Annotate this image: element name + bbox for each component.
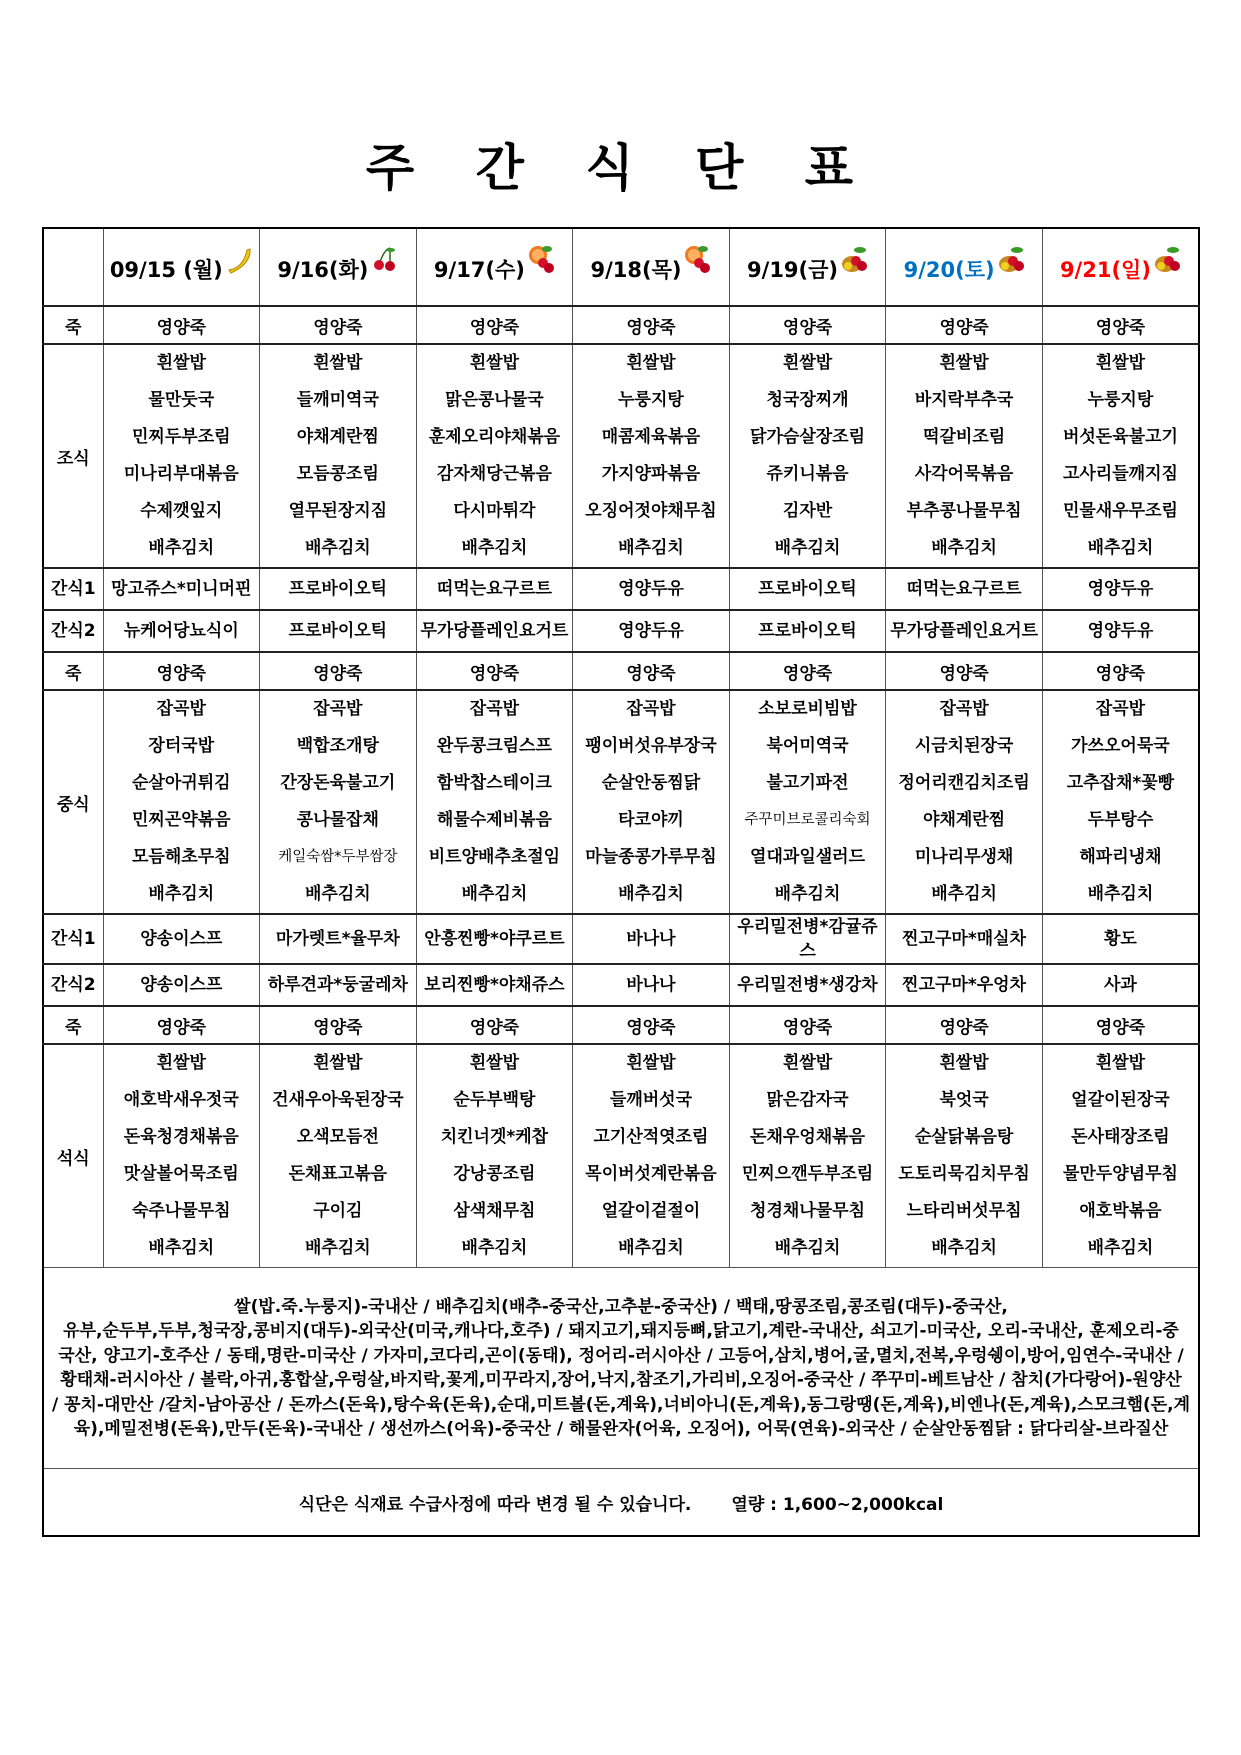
row-label: 중식 (43, 690, 103, 914)
menu-cell: 바나나 (573, 964, 730, 1006)
menu-item: 배추김치 (1087, 884, 1154, 904)
menu-item: 청경채나물무침 (750, 1201, 866, 1221)
origin-note-line: 국산, 양고기-호주산 / 동태,명란-미국산 / 가자미,코다리,곤이(동태), 정어리-러시아산 / 고등어,삼치,병어,굴,멸치,전복,우렁쉥이,방어,임연수-국내산 / (58, 1345, 1184, 1366)
row-label: 죽 (43, 306, 103, 344)
corner-cell (43, 228, 103, 306)
menu-cell: 영양죽 (103, 1006, 260, 1044)
menu-item: 애호박새우젓국 (123, 1090, 239, 1110)
menu-row-snack (43, 964, 1199, 1006)
menu-item: 흰쌀밥 (626, 1053, 676, 1073)
menu-item: 미나리무생채 (914, 847, 1014, 867)
menu-cell: 영양죽 (573, 1006, 730, 1044)
menu-item: 감자채당근볶음 (436, 464, 552, 484)
menu-item: 야채계란찜 (296, 427, 379, 447)
menu-cell: 영양두유 (1042, 610, 1199, 652)
menu-item: 배추김치 (618, 1238, 684, 1258)
menu-item: 흰쌀밥 (939, 353, 989, 373)
footer-cell (43, 1469, 1199, 1537)
menu-item: 민물새우무조림 (1062, 501, 1178, 521)
menu-item: 열대과일샐러드 (750, 847, 866, 867)
menu-item: 흰쌀밥 (313, 353, 363, 373)
menu-item: 돈육청경채볶음 (123, 1127, 239, 1147)
day-date: 09/15 (월) (109, 257, 223, 282)
menu-cell: 영양죽 (886, 652, 1043, 690)
menu-item: 얼갈이겉절이 (601, 1201, 701, 1221)
menu-cell (416, 1044, 573, 1268)
menu-cell: 영양죽 (886, 1006, 1043, 1044)
menu-row-porridge (43, 652, 1199, 690)
menu-item: 흰쌀밥 (469, 1053, 520, 1073)
menu-item: 맛살볼어묵조림 (123, 1164, 239, 1184)
menu-cell: 황도 (1042, 914, 1199, 964)
menu-item: 흰쌀밥 (782, 353, 833, 373)
menu-item: 고사리들깨지짐 (1062, 464, 1178, 484)
orange-cherry-icon (683, 244, 711, 279)
menu-cell: 영양죽 (416, 652, 573, 690)
menu-cell: 우리밀전병*생강차 (729, 964, 886, 1006)
menu-item: 구이김 (313, 1201, 363, 1221)
menu-item: 잡곡밥 (1095, 699, 1146, 719)
day-header (1042, 228, 1199, 306)
page-title: 주 간 식 단 표 (365, 139, 876, 197)
menu-row-meal (43, 1044, 1199, 1268)
menu-cell: 영양죽 (260, 652, 417, 690)
menu-item: 누룽지탕 (618, 390, 684, 410)
row-label: 간식1 (43, 568, 103, 610)
menu-item: 바지락부추국 (914, 390, 1014, 410)
menu-cell (1042, 1044, 1199, 1268)
menu-cell: 프로바이오틱 (729, 610, 886, 652)
menu-cell: 보리찐빵*야채쥬스 (416, 964, 573, 1006)
menu-item: 마늘종콩가루무침 (585, 847, 717, 867)
menu-cell: 찐고구마*매실차 (886, 914, 1043, 964)
menu-item: 배추김치 (304, 1238, 371, 1258)
fruit-basket-icon (840, 244, 868, 279)
menu-cell: 영양죽 (886, 306, 1043, 344)
fruit-basket-icon (997, 244, 1025, 279)
menu-item: 케일숙쌈*두부쌈장 (278, 849, 398, 865)
menu-cell: 우리밀전병*감귤쥬스 (729, 914, 886, 964)
menu-item: 배추김치 (148, 884, 215, 904)
day-header (573, 228, 730, 306)
origin-note (43, 1268, 1199, 1469)
menu-item: 잡곡밥 (626, 699, 676, 719)
menu-cell (573, 1044, 730, 1268)
menu-item: 배추김치 (931, 884, 997, 904)
menu-cell (260, 690, 417, 914)
menu-cell: 영양죽 (729, 1006, 886, 1044)
menu-cell (416, 344, 573, 568)
menu-item: 돈채표고볶음 (288, 1164, 388, 1184)
menu-item: 쥬키니볶음 (766, 464, 849, 484)
menu-cell: 영양두유 (573, 610, 730, 652)
day-header (886, 228, 1043, 306)
menu-cell: 프로바이오틱 (260, 610, 417, 652)
menu-item: 오색모듬전 (296, 1127, 379, 1147)
menu-cell: 양송이스프 (103, 964, 260, 1006)
menu-cell: 프로바이오틱 (729, 568, 886, 610)
menu-cell (573, 690, 730, 914)
menu-cell (729, 1044, 886, 1268)
menu-cell: 영양죽 (1042, 652, 1199, 690)
menu-item: 청국장찌개 (766, 390, 849, 410)
row-label: 간식2 (43, 610, 103, 652)
menu-item: 치킨너겟*케찹 (440, 1127, 549, 1147)
menu-item: 고추잡채*꽃빵 (1066, 773, 1175, 793)
banana-icon (225, 244, 253, 279)
menu-row-meal (43, 344, 1199, 568)
weekly-menu-table (42, 227, 1200, 1537)
row-label: 조식 (43, 344, 103, 568)
origin-note-row (43, 1268, 1199, 1469)
menu-cell: 영양죽 (260, 306, 417, 344)
day-header (729, 228, 886, 306)
menu-item: 가쓰오어묵국 (1071, 736, 1170, 756)
menu-item: 배추김치 (774, 538, 841, 558)
menu-item: 비트양배추초절임 (428, 847, 561, 867)
menu-item: 정어리캔김치조림 (898, 773, 1030, 793)
menu-item: 숙주나물무침 (132, 1201, 231, 1221)
menu-item: 순살안동찜닭 (601, 773, 701, 793)
menu-item: 배추김치 (774, 1238, 841, 1258)
menu-cell: 안흥찐빵*야쿠르트 (416, 914, 573, 964)
row-label: 간식1 (43, 914, 103, 964)
menu-item: 열무된장지짐 (288, 501, 388, 521)
menu-cell (1042, 344, 1199, 568)
origin-note-line: 쌀(밥.죽.누룽지)-국내산 / 배추김치(배추-중국산,고추분-중국산) / 백태,땅콩조림,콩조림(대두)-중국산, (234, 1296, 1008, 1317)
menu-item: 물만두양념무침 (1062, 1164, 1178, 1184)
menu-item: 흰쌀밥 (156, 353, 206, 373)
row-label: 석식 (43, 1044, 103, 1268)
menu-cell (886, 1044, 1043, 1268)
menu-item: 흰쌀밥 (1095, 353, 1146, 373)
menu-row-snack (43, 914, 1199, 964)
menu-item: 들깨미역국 (296, 390, 379, 410)
menu-item: 배추김치 (148, 1238, 215, 1258)
menu-cell (729, 690, 886, 914)
menu-cell (103, 1044, 260, 1268)
row-label: 간식2 (43, 964, 103, 1006)
menu-cell: 영양죽 (573, 652, 730, 690)
menu-cell: 마가렛트*율무차 (260, 914, 417, 964)
origin-note-line: 유부,순두부,두부,청국장,콩비지(대두)-외국산(미국,캐나다,호주) / 돼지고기,돼지등뼈,닭고기,계란-국내산, 쇠고기-미국산, 오리-국내산, 훈제오리-중 (63, 1321, 1179, 1341)
menu-cell: 무가당플레인요거트 (416, 610, 573, 652)
menu-item: 잡곡밥 (469, 699, 520, 719)
menu-item: 부추콩나물무침 (906, 501, 1022, 521)
menu-cell (260, 344, 417, 568)
menu-cell: 영양죽 (573, 306, 730, 344)
menu-item: 배추김치 (461, 884, 528, 904)
menu-cell: 영양죽 (416, 1006, 573, 1044)
change-notice: 식단은 식재료 수급사정에 따라 변경 될 수 있습니다. (298, 1494, 692, 1515)
menu-row-porridge (43, 1006, 1199, 1044)
menu-row-meal (43, 690, 1199, 914)
fruit-basket-icon (1153, 244, 1181, 279)
menu-item: 배추김치 (1087, 538, 1154, 558)
menu-cell: 영양죽 (103, 306, 260, 344)
menu-item: 버섯돈육불고기 (1062, 427, 1178, 447)
menu-row-snack (43, 610, 1199, 652)
origin-note-line: 황태채-러시아산 / 볼락,아귀,홍합살,우렁살,바지락,꽃게,미꾸라지,장어,낙지,참조기,가리비,오징어-중국산 / 쭈꾸미-베트남산 / 참치(가다랑어)-원양산 (60, 1370, 1182, 1390)
header-row (43, 228, 1199, 306)
day-header (260, 228, 417, 306)
day-date: 9/17(수) (433, 257, 525, 282)
menu-item: 해파리냉채 (1079, 847, 1162, 867)
menu-item: 주꾸미브로콜리숙회 (744, 812, 871, 828)
menu-item: 민찌으깬두부조림 (741, 1164, 874, 1184)
menu-item: 순살아귀튀김 (132, 773, 231, 793)
menu-item: 닭가슴살장조림 (750, 427, 866, 447)
origin-note-line: 육),메밀전병(돈육),만두(돈육)-국내산 / 생선까스(어육)-중국산 / 해물완자(어육, 오징어), 어묵(연육)-외국산 / 순살안동찜닭 : 닭다리살-브라질산 (73, 1419, 1169, 1439)
menu-cell (886, 690, 1043, 914)
menu-cell: 바나나 (573, 914, 730, 964)
menu-cell (886, 344, 1043, 568)
menu-item: 맑은감자국 (766, 1090, 849, 1110)
menu-item: 누룽지탕 (1087, 390, 1154, 410)
menu-item: 북어미역국 (766, 736, 849, 756)
menu-cell: 프로바이오틱 (260, 568, 417, 610)
orange-cherry-icon (527, 244, 555, 279)
menu-item: 애호박볶음 (1079, 1201, 1162, 1221)
footer-row (43, 1469, 1199, 1537)
menu-cell: 영양죽 (103, 652, 260, 690)
day-date: 9/21(일) (1059, 257, 1151, 282)
menu-item: 수제깻잎지 (140, 501, 223, 521)
menu-item: 함박찹스테이크 (436, 773, 552, 793)
menu-cell (729, 344, 886, 568)
cherry-icon (370, 244, 398, 279)
menu-cell: 영양죽 (416, 306, 573, 344)
menu-item: 훈제오리야채볶음 (428, 427, 561, 447)
menu-cell (416, 690, 573, 914)
menu-cell: 찐고구마*우엉차 (886, 964, 1043, 1006)
menu-cell (103, 690, 260, 914)
menu-item: 흰쌀밥 (1095, 1053, 1146, 1073)
menu-item: 흰쌀밥 (782, 1053, 833, 1073)
menu-item: 물만둣국 (148, 390, 215, 410)
menu-item: 미나리부대볶음 (123, 464, 239, 484)
menu-item: 야채계란찜 (923, 810, 1006, 830)
day-header (103, 228, 260, 306)
menu-item: 배추김치 (461, 538, 528, 558)
menu-cell: 하루견과*둥굴레차 (260, 964, 417, 1006)
row-label: 죽 (43, 1006, 103, 1044)
menu-item: 가지양파볶음 (601, 464, 701, 484)
menu-item: 다시마튀각 (453, 501, 536, 521)
row-label: 죽 (43, 652, 103, 690)
menu-item: 불고기파전 (766, 773, 849, 793)
menu-item: 흰쌀밥 (313, 1053, 363, 1073)
menu-cell: 사과 (1042, 964, 1199, 1006)
menu-row-porridge (43, 306, 1199, 344)
menu-item: 흰쌀밥 (156, 1053, 206, 1073)
menu-item: 고기산적엿조림 (593, 1127, 709, 1147)
menu-cell: 영양죽 (729, 306, 886, 344)
menu-item: 매콤제육볶음 (601, 427, 701, 447)
calorie-info: 열량 : 1,600~2,000kcal (731, 1494, 944, 1515)
menu-item: 건새우아욱된장국 (272, 1090, 404, 1110)
menu-item: 들깨버섯국 (609, 1090, 693, 1110)
menu-cell (573, 344, 730, 568)
menu-item: 돈채우엉채볶음 (750, 1127, 866, 1147)
menu-item: 모듬해초무침 (132, 847, 231, 867)
menu-cell (1042, 690, 1199, 914)
menu-item: 흰쌀밥 (469, 353, 520, 373)
day-date: 9/19(금) (747, 257, 839, 282)
menu-item: 순살닭볶음탕 (914, 1127, 1014, 1147)
menu-item: 장터국밥 (148, 736, 215, 756)
menu-item: 맑은콩나물국 (445, 390, 544, 410)
menu-cell: 영양죽 (1042, 306, 1199, 344)
menu-item: 북엇국 (939, 1090, 989, 1110)
day-date: 9/18(목) (590, 257, 682, 282)
menu-cell: 망고쥬스*미니머핀 (103, 568, 260, 610)
day-header (416, 228, 573, 306)
menu-item: 사각어묵볶음 (914, 464, 1014, 484)
menu-cell: 영양죽 (1042, 1006, 1199, 1044)
menu-item: 순두부백탕 (453, 1090, 536, 1110)
menu-item: 도토리묵김치무침 (898, 1164, 1030, 1184)
menu-item: 강낭콩조림 (453, 1164, 536, 1184)
menu-item: 시금치된장국 (914, 736, 1014, 756)
menu-item: 간장돈육불고기 (280, 773, 396, 793)
menu-cell (103, 344, 260, 568)
menu-item: 콩나물잡채 (296, 810, 379, 830)
menu-item: 소보로비빔밥 (758, 699, 857, 719)
menu-cell: 영양죽 (260, 1006, 417, 1044)
menu-row-snack (43, 568, 1199, 610)
menu-item: 김자반 (782, 501, 833, 521)
menu-item: 돈사태장조림 (1071, 1127, 1170, 1147)
menu-item: 민찌곤약볶음 (132, 810, 231, 830)
menu-cell: 떠먹는요구르트 (416, 568, 573, 610)
menu-cell: 영양두유 (1042, 568, 1199, 610)
menu-cell: 떠먹는요구르트 (886, 568, 1043, 610)
menu-item: 오징어젓야채무침 (585, 501, 717, 521)
menu-cell: 영양죽 (729, 652, 886, 690)
menu-item: 타코야끼 (618, 810, 684, 830)
menu-item: 배추김치 (931, 538, 997, 558)
menu-cell: 뉴케어당뇨식이 (103, 610, 260, 652)
menu-item: 두부탕수 (1087, 810, 1154, 830)
menu-item: 느타리버섯무침 (906, 1201, 1022, 1221)
menu-item: 배추김치 (304, 538, 371, 558)
day-date: 9/16(화) (277, 257, 369, 282)
menu-item: 배추김치 (618, 538, 684, 558)
menu-item: 배추김치 (304, 884, 371, 904)
origin-note-line: / 꽁치-대만산 /갈치-남아공산 / 돈까스(돈육),탕수육(돈육),순대,미트볼(돈,계육),너비아니(돈,계육),동그랑땡(돈,계육),비엔나(돈,계육),스모크햄(돈,계 (51, 1394, 1191, 1415)
menu-item: 팽이버섯유부장국 (585, 736, 717, 756)
day-date: 9/20(토) (903, 257, 995, 282)
menu-item: 배추김치 (148, 538, 215, 558)
menu-item: 배추김치 (1087, 1238, 1154, 1258)
menu-item: 민찌두부조림 (132, 427, 231, 447)
menu-item: 배추김치 (774, 884, 841, 904)
menu-cell: 무가당플레인요거트 (886, 610, 1043, 652)
menu-item: 완두콩크림스프 (436, 736, 552, 756)
menu-item: 얼갈이된장국 (1071, 1090, 1170, 1110)
menu-item: 해물수제비볶음 (436, 810, 552, 830)
menu-item: 모듬콩조림 (296, 464, 379, 484)
menu-item: 배추김치 (931, 1238, 997, 1258)
menu-item: 배추김치 (618, 884, 684, 904)
menu-item: 잡곡밥 (939, 699, 989, 719)
menu-cell: 양송이스프 (103, 914, 260, 964)
menu-item: 목이버섯계란볶음 (585, 1164, 717, 1184)
menu-item: 삼색채무침 (453, 1201, 536, 1221)
menu-item: 배추김치 (461, 1238, 528, 1258)
menu-item: 떡갈비조림 (923, 427, 1006, 447)
menu-cell: 영양두유 (573, 568, 730, 610)
menu-cell (260, 1044, 417, 1268)
menu-item: 흰쌀밥 (939, 1053, 989, 1073)
menu-item: 잡곡밥 (313, 699, 363, 719)
menu-item: 백합조개탕 (296, 736, 379, 756)
menu-item: 잡곡밥 (156, 699, 206, 719)
menu-item: 흰쌀밥 (626, 353, 676, 373)
